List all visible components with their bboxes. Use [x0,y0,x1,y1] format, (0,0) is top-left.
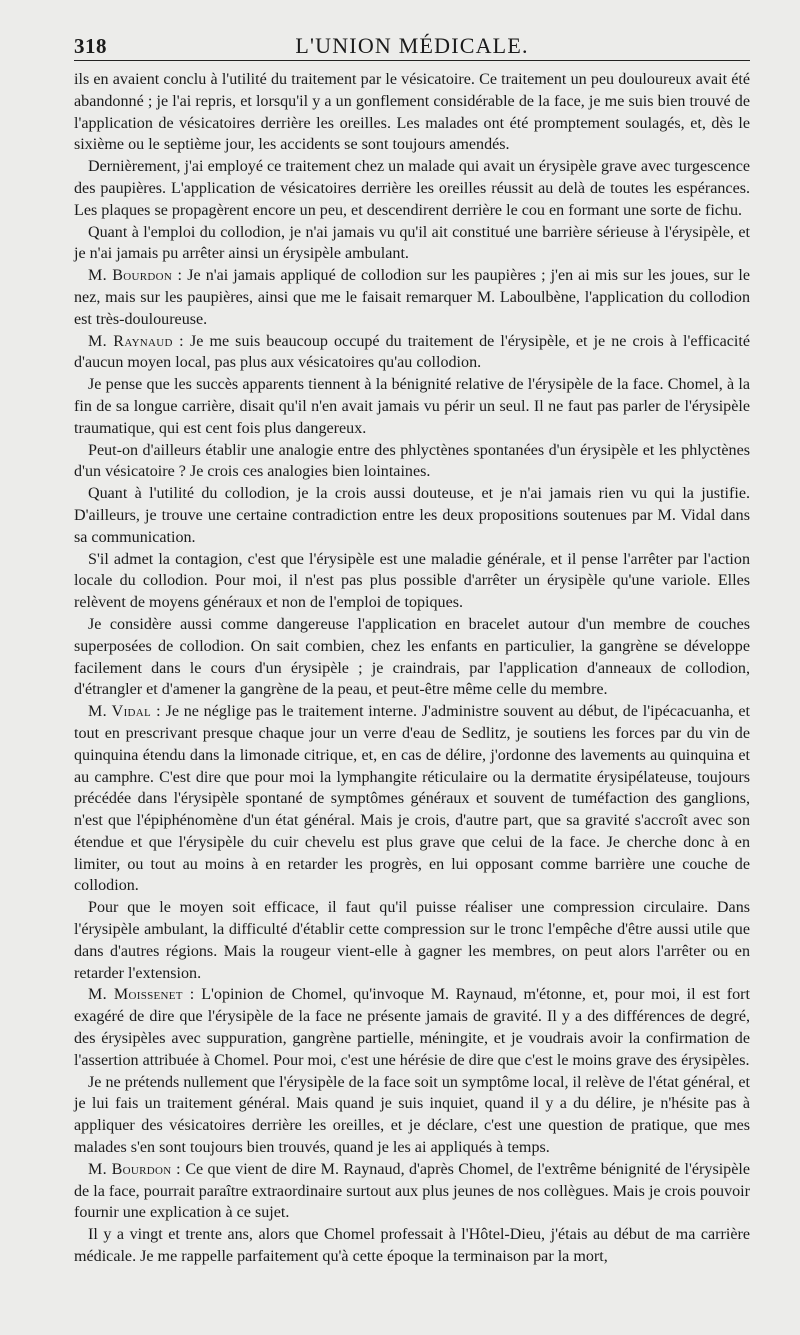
paragraph [74,69,750,156]
paragraph-text: Pour que le moyen soit efficace, il faut qu'il puisse réaliser une compression circulaire. Dans l'érysipèle ambulant, la difficulté d'établir cette compression sur le tronc l'empêche d'être aussi utile que dans d'autres régions. Mais la rougeur vient-elle à gagner les membres, on peut alors l'arrêter ou en retarder l'extension. [74,899,750,982]
paragraph [74,701,750,897]
paragraph-text: Je pense que les succès apparents tiennent à la bénignité relative de l'érysipèle de la face. Chomel, à la fin de sa longue carrière, disait qu'il n'en avait jamais vu périr un seul. Il ne faut pas parler de l'érysipèle traumatique, qui est cent fois plus dangereux. [74,376,750,437]
paragraph-text: Quant à l'emploi du collodion, je n'ai jamais vu qu'il ait constitué une barrière sérieuse à l'érysipèle, et je n'ai jamais pu arrêter ainsi un érysipèle ambulant. [74,223,750,263]
article-body [74,69,750,1268]
paragraph [74,440,750,484]
paragraph-text: Il y a vingt et trente ans, alors que Chomel professait à l'Hôtel-Dieu, j'étais au début de ma carrière médicale. Je me rappelle parfaitement qu'à cette époque la terminaison par la mort, [74,1226,750,1266]
paragraph [74,1072,750,1159]
paragraph-text: Je ne prétends nullement que l'érysipèle de la face soit un symptôme local, il relève de l'état général, et je lui fais un traitement général. Mais quand je suis inquiet, quand il y a du délire, je n'hésite pas à appliquer des vésicatoires derrière les oreilles, et je déclare, c'est une question de pratique, que mes malades s'en sont toujours bien trouvés, quand je les ai appliqués à temps. [74,1073,750,1157]
paragraph [74,483,750,548]
page-header [74,30,750,61]
speaker-name: M. Bourdon : [88,1160,181,1178]
paragraph [74,1159,750,1224]
paragraph-text: Je n'ai jamais appliqué de collodion sur les paupières ; j'en ai mis sur les joues, sur le nez, mais sur les paupières, ainsi que me le faisait remarquer M. Laboulbène, l'application du collodion est très-douloureuse. [74,267,750,328]
page-number: 318 [74,34,107,58]
speaker-name: M. Vidal : [88,703,161,721]
paragraph-text: Peut-on d'ailleurs établir une analogie entre des phlyctènes spontanées d'un érysipèle et les phlyctènes d'un vésicatoire ? Je crois ces analogies bien lointaines. [74,441,750,481]
paragraph-text: ils en avaient conclu à l'utilité du traitement par le vésicatoire. Ce traitement un peu douloureux avait été abandonné ; je l'ai repris, et lorsqu'il y a un gonflement considérable de la face, je me suis bien trouvé de l'application de vésicatoires derrière les oreilles. Les malades ont été promptement soulagés, et, dès le sixième ou le septième jour, les accidents se sont toujours amendés. [74,71,750,154]
paragraph [74,265,750,330]
paragraph-text: Je considère aussi comme dangereuse l'application en bracelet autour d'un membre de couches superposées de collodion. On sait combien, chez les enfants en particulier, la gangrène se développe facilement dans le cours d'un érysipèle ; je craindrais, par l'application d'anneaux de collodion, d'étrangler et d'amener la gangrène de la peau, et peut-être même celle du membre. [74,615,750,699]
paragraph [74,897,750,984]
paragraph [74,1224,750,1268]
paragraph-text: Je ne néglige pas le traitement interne. J'administre souvent au début, de l'ipécacuanha, et tout en prescrivant presque chaque jour un verre d'eau de Sedlitz, je soutiens les forces par du vin de quinquina étendu dans la limonade citrique, et, en cas de délire, j'ordonne des lavements au quinquina et au camphre. C'est dire que pour moi la lymphangite réticulaire ou la dermatite érysipélateuse, toujours précédée dans l'érysipèle spontané de symptômes généraux et souvent de tuméfaction des ganglions, n'est que l'épiphénomène d'un état général. Mais je crois, d'autre part, que sa gravité s'accroît avec son étendue et que l'érysipèle du cuir chevelu est plus grave que celui de la face. Je cherche donc à en limiter, ou tout au moins à en retarder les progrès, en lui opposant comme barrière une couche de collodion. [74,703,750,895]
paragraph [74,331,750,375]
paragraph-text: Ce que vient de dire M. Raynaud, d'après Chomel, de l'extrême bénignité de l'érysipèle de la face, pourrait paraître extraordinaire surtout aux plus jeunes de nos collègues. Mais je crois pouvoir fournir une explication à ce sujet. [74,1160,750,1222]
speaker-name: M. Raynaud : [88,332,184,350]
speaker-name: M. Moissenet : [88,986,195,1004]
paragraph [74,222,750,266]
paragraph [74,374,750,439]
paragraph-text: Quant à l'utilité du collodion, je la crois aussi douteuse, et je n'ai jamais rien vu qui la justifie. D'ailleurs, je trouve une certaine contradiction entre les deux propositions soutenues par M. Vidal dans sa communication. [74,485,750,546]
running-head: L'UNION MÉDICALE. [295,33,529,58]
paragraph-text: Dernièrement, j'ai employé ce traitement chez un malade qui avait un érysipèle grave avec turgescence des paupières. L'application de vésicatoires derrière les oreilles réussit au delà de toutes les espérances. Les plaques se propagèrent encore un peu, et descendirent derrière le cou en formant une sorte de fichu. [74,158,750,219]
paragraph [74,984,750,1071]
paragraph [74,549,750,614]
paragraph-text: S'il admet la contagion, c'est que l'érysipèle est une maladie générale, et il pense l'arrêter par l'action locale du collodion. Pour moi, il n'est pas plus possible d'arrêter un érysipèle qu'une variole. Elles relèvent de moyens généraux et non de l'emploi de topiques. [74,550,750,612]
speaker-name: M. Bourdon : [88,267,183,285]
paragraph [74,614,750,701]
paragraph [74,156,750,221]
paragraph-text: L'opinion de Chomel, qu'invoque M. Raynaud, m'étonne, et, pour moi, il est fort exagéré de dire que l'érysipèle de la face ne présente jamais de gravité. Il y a des différences de degré, des érysipèles avec suppuration, gangrène partielle, méningite, et je voudrais avoir la confirmation de l'assertion attribuée à Chomel. Pour moi, c'est une hérésie de dire que c'est le moins grave des érysipèles. [74,986,750,1069]
paragraph-text: Je me suis beaucoup occupé du traitement de l'érysipèle, et je ne crois à l'efficacité d'aucun moyen local, pas plus aux vésicatoires qu'au collodion. [74,332,750,372]
